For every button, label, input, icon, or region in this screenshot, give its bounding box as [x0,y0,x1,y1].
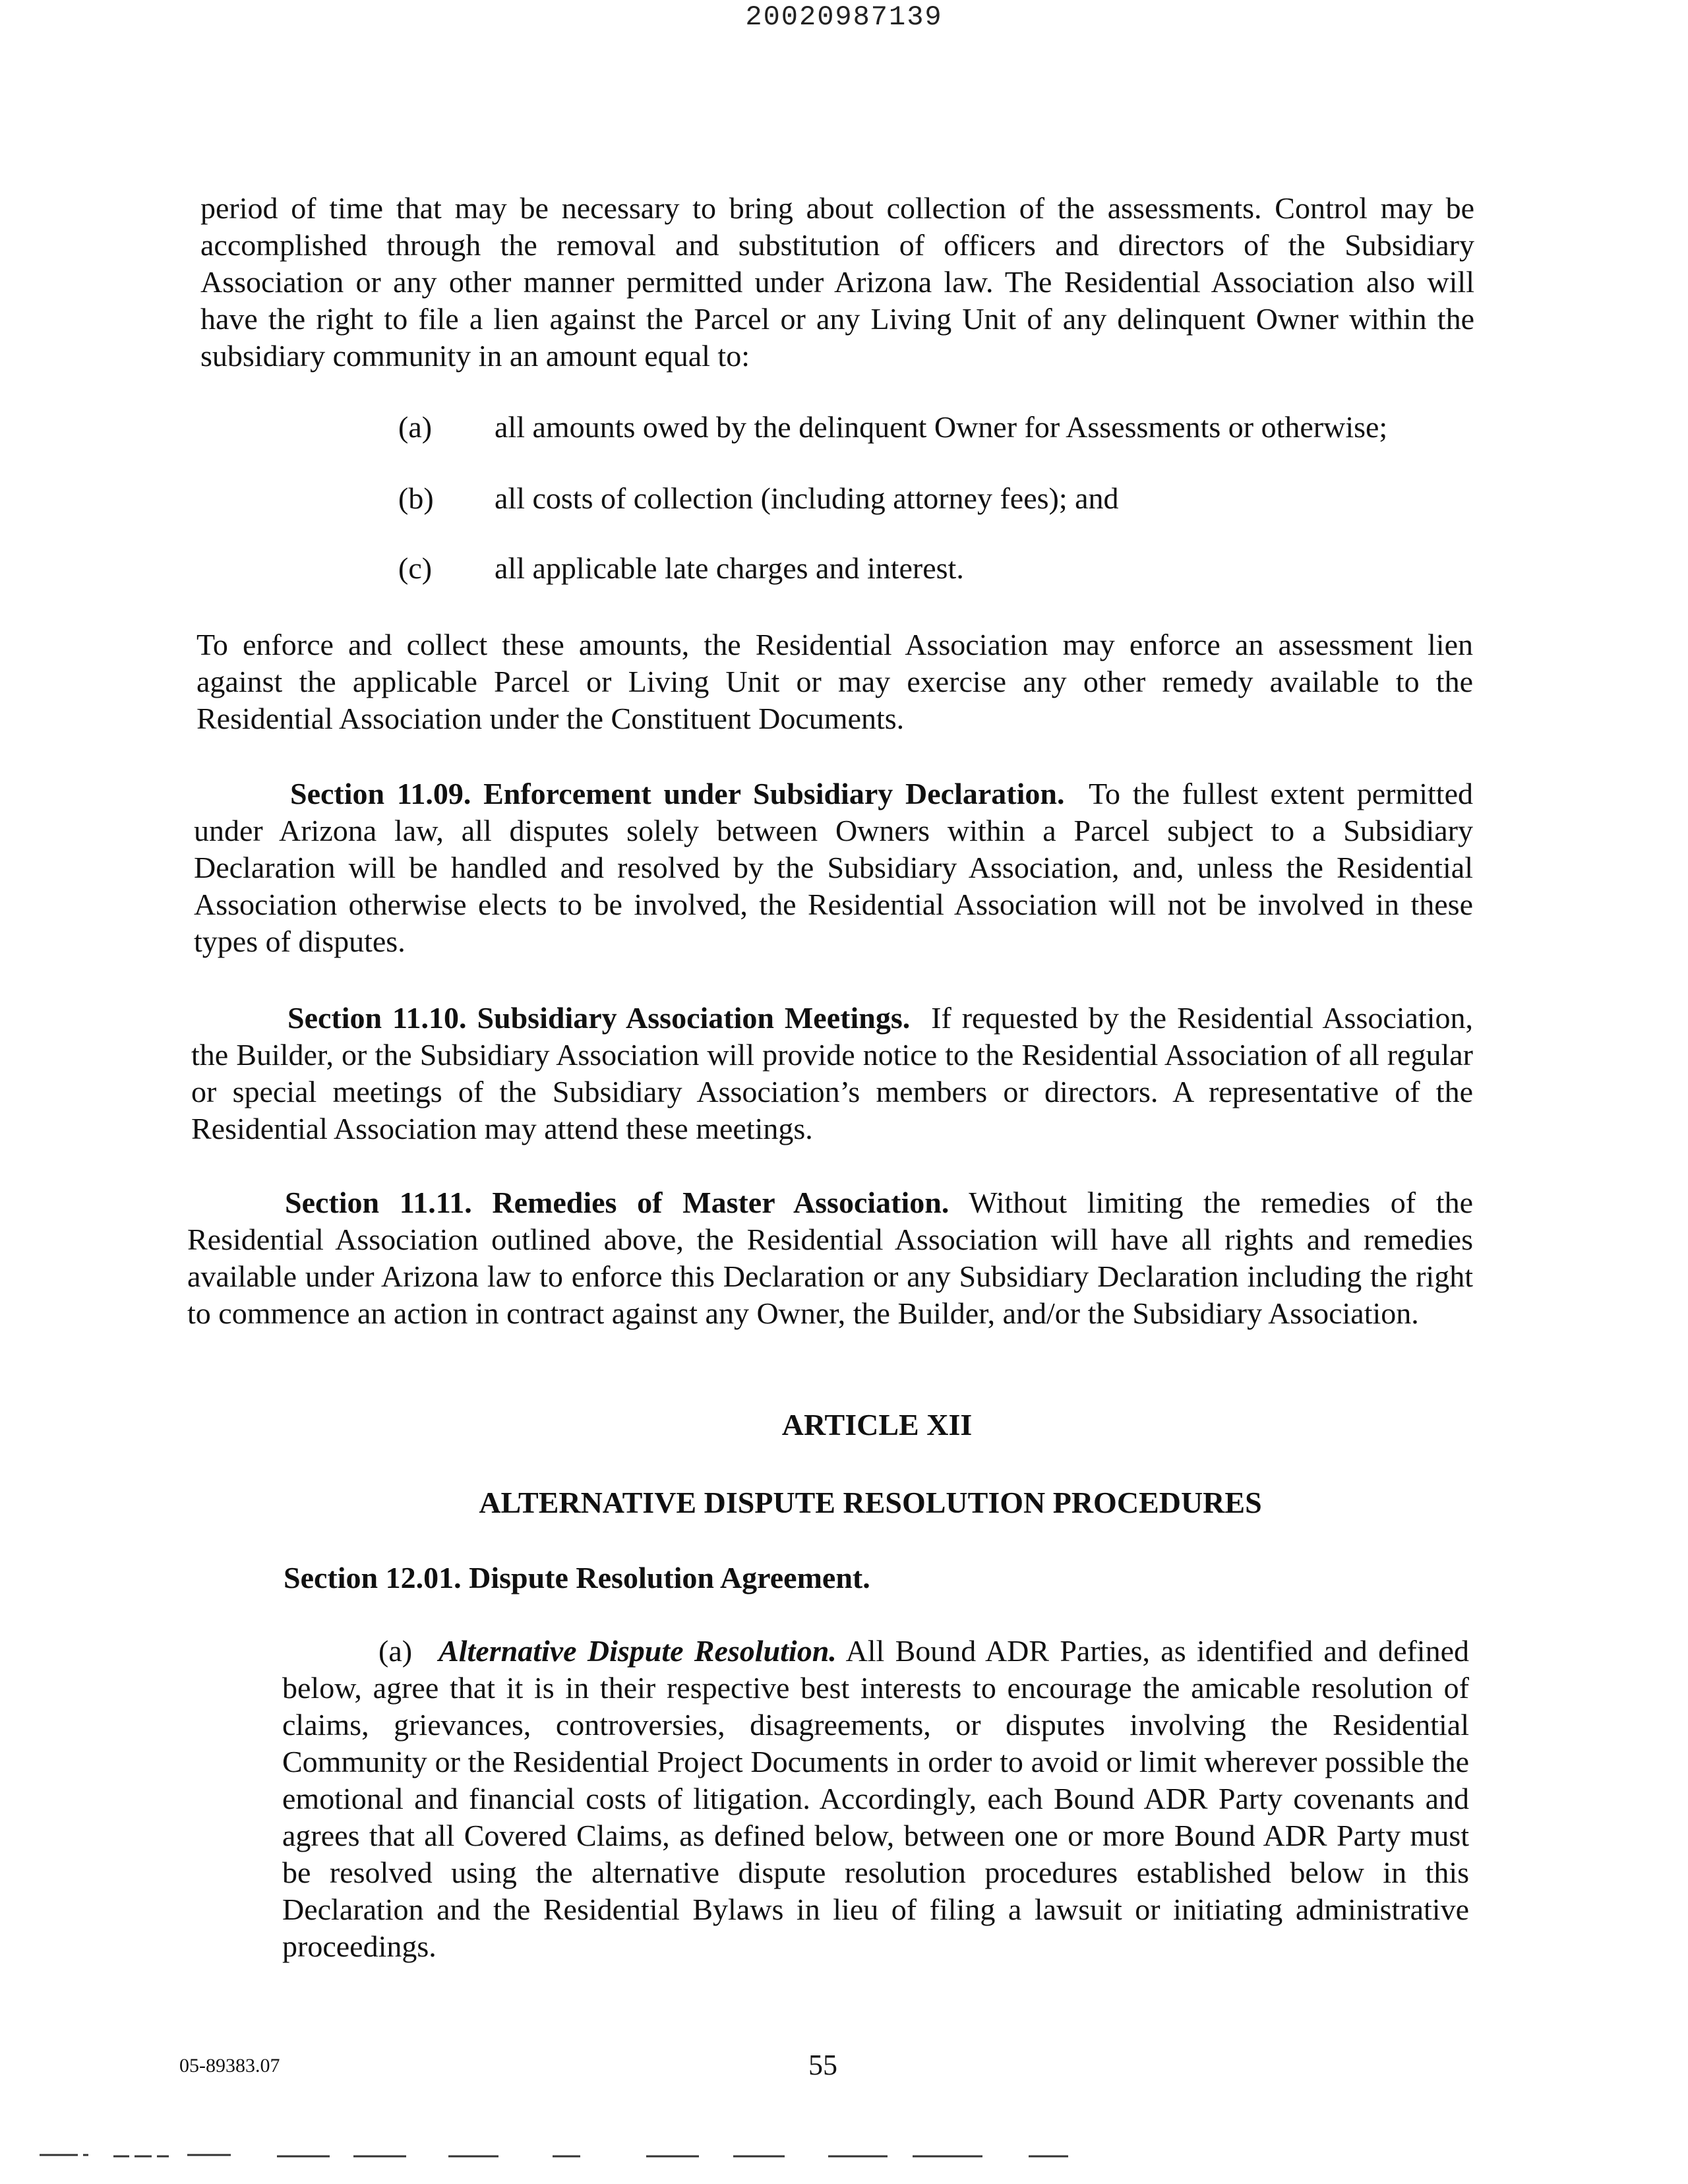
section-12-01-a-paragraph [282,1633,1469,1965]
article-subtitle: ALTERNATIVE DISPUTE RESOLUTION PROCEDURES [479,1486,1262,1519]
article-title: ARTICLE XII [781,1408,973,1441]
list-item-text: all amounts owed by the delinquent Owner for Assessments or otherwise; [495,410,1388,444]
list-item-text: all applicable late charges and interest. [495,551,964,585]
section-11-09-heading: Section 11.09. Enforcement under Subsidiary Declaration. [290,777,1065,810]
list-item-text: all costs of collection (including attorney fees); and [495,481,1119,515]
page-number: 55 [808,2049,837,2081]
list-item-label: (c) [398,551,433,585]
list-item-label: (a) [398,410,433,444]
section-11-09-text: To the fullest extent permitted under Arizona law, all disputes solely between Owners within a Parcel subject to a Subsidiary Declaration will be handled and resolved by the Subsidiary Association, and, unless the Residential Association otherwise elects to be involved, the Residential Association will not be involved in these types of disputes. [194,777,1473,958]
section-11-11-paragraph [187,1184,1473,1332]
section-11-11-text: Without limiting the remedies of the Residential Association outlined above, the Residential Association will have all rights and remedies available under Arizona law to enforce this Declaration or any Subsidiary Declaration including the right to commence an action in contract against any Owner, the Builder, and/or the Subsidiary Association. [187,1186,1473,1330]
section-12-01-a-text: All Bound ADR Parties, as identified and defined below, agree that it is in their respective best interests to encourage the amicable resolution of claims, grievances, controversies, disagreements, or disputes involving the Residential Community or the Residential Project Documents in order to avoid or limit wherever possible the emotional and financial costs of litigation. Accordingly, each Bound ADR Party covenants and agrees that all Covered Claims, as defined below, between one or more Bound ADR Party must be resolved using the alternative dispute resolution procedures established below in this Declaration and the Residential Bylaws in lieu of filing a lawsuit or initiating administrative proceedings. [282,1634,1469,1963]
section-11-11-heading: Section 11.11. Remedies of Master Association. [285,1186,950,1219]
section-11-10-heading: Section 11.10. Subsidiary Association Meetings. [287,1001,911,1035]
scan-artifact-marks [0,2151,1688,2164]
section-11-10-paragraph [191,1000,1473,1147]
enforce-paragraph: To enforce and collect these amounts, the Residential Association may enforce an assessment lien against the applicable Parcel or Living Unit or may exercise any other remedy available to the Residential Association under the Constituent Documents. [196,628,1473,735]
subsection-heading: Alternative Dispute Resolution. [438,1634,837,1668]
subsection-label: (a) [378,1634,413,1668]
footer-document-code: 05-89383.07 [179,2055,280,2077]
section-11-09-paragraph [194,775,1473,960]
intro-paragraph: period of time that may be necessary to bring about collection of the assessments. Control may be accomplished through the removal and substitution of officers and directors of the Subsidiary Association or any other manner permitted under Arizona law. The Residential Association also will have the right to file a lien against the Parcel or any Living Unit of any delinquent Owner within the subsidiary community in an amount equal to: [200,191,1474,373]
section-12-01-heading: Section 12.01. Dispute Resolution Agreement. [284,1561,870,1594]
section-11-10-text: If requested by the Residential Association, the Builder, or the Subsidiary Association will provide notice to the Residential Association of all regular or special meetings of the Subsidiary Association’s members or directors. A representative of the Residential Association may attend these meetings. [191,1001,1474,1145]
document-number: 20020987139 [745,1,943,33]
list-item-label: (b) [398,481,434,515]
